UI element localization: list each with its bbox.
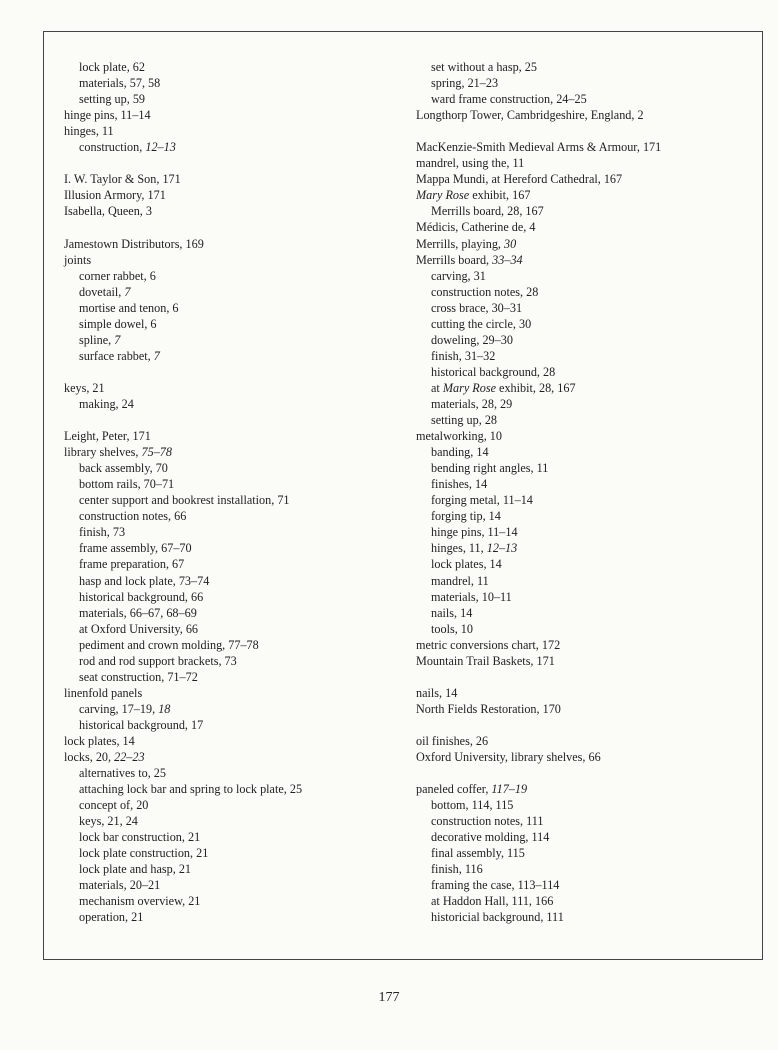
index-subentry — [64, 75, 394, 91]
index-text: construction, — [79, 140, 146, 155]
index-column-left — [64, 59, 394, 926]
index-text-italic: 117–19 — [491, 782, 528, 797]
index-text: simple dowel, 6 — [79, 316, 157, 331]
index-subentry — [64, 621, 394, 637]
index-text: center support and bookrest installation, 71 — [79, 493, 290, 508]
index-subentry — [64, 332, 394, 348]
index-subentry — [416, 332, 746, 348]
index-subentry — [64, 91, 394, 107]
index-text: keys, 21 — [64, 380, 105, 395]
index-text: concept of, 20 — [79, 798, 149, 813]
index-subentry — [64, 556, 394, 572]
index-subentry — [64, 653, 394, 669]
index-text: frame assembly, 67–70 — [79, 541, 192, 556]
index-text-italic: 12–13 — [486, 541, 518, 556]
index-text: finish, 31–32 — [431, 348, 496, 363]
index-text: paneled coffer, — [416, 782, 492, 797]
index-text: Mountain Trail Baskets, 171 — [416, 653, 555, 668]
index-text: banding, 14 — [431, 445, 489, 460]
index-text: attaching lock bar and spring to lock plate, 25 — [79, 782, 303, 797]
index-text: Jamestown Distributors, 169 — [64, 236, 204, 251]
index-subentry — [416, 316, 746, 332]
index-subentry — [416, 797, 746, 813]
index-text: hinge pins, 11–14 — [64, 108, 151, 123]
index-spacer — [416, 669, 746, 685]
index-text-italic: 30 — [504, 236, 517, 251]
index-text: materials, 10–11 — [431, 589, 512, 604]
index-subentry — [416, 476, 746, 492]
index-subentry — [64, 139, 394, 155]
index-entry — [64, 428, 394, 444]
index-subentry — [416, 444, 746, 460]
index-entry — [416, 236, 746, 252]
index-entry — [416, 171, 746, 187]
index-subentry — [64, 316, 394, 332]
index-text: lock plate, 62 — [79, 60, 145, 74]
index-entry — [416, 781, 746, 797]
index-subentry — [416, 909, 746, 925]
index-text: Merrills, playing, — [416, 236, 505, 251]
index-entry — [416, 637, 746, 653]
index-text: finishes, 14 — [431, 477, 488, 492]
index-text: library shelves, — [64, 445, 142, 460]
index-subentry — [64, 508, 394, 524]
index-text: at — [431, 380, 443, 395]
index-text: mechanism overview, 21 — [79, 894, 201, 909]
index-entry — [64, 171, 394, 187]
index-text-italic: 75–78 — [141, 445, 172, 460]
index-entry — [64, 444, 394, 460]
index-subentry — [416, 364, 746, 380]
index-text: alternatives to, 25 — [79, 766, 166, 781]
index-subentry — [64, 573, 394, 589]
index-text: finish, 73 — [79, 525, 126, 540]
index-text: surface rabbet, — [79, 348, 154, 363]
index-spacer — [64, 219, 394, 235]
index-text: construction notes, 111 — [431, 814, 544, 829]
index-text: materials, 66–67, 68–69 — [79, 605, 197, 620]
index-text: Mappa Mundi, at Hereford Cathedral, 167 — [416, 172, 623, 187]
page-number: 177 — [378, 990, 400, 1005]
index-subentry — [64, 476, 394, 492]
index-entry — [416, 187, 746, 203]
index-subentry — [64, 637, 394, 653]
index-text: construction notes, 28 — [431, 284, 539, 299]
index-subentry — [416, 861, 746, 877]
index-subentry — [416, 203, 746, 219]
index-text: cutting the circle, 30 — [431, 316, 532, 331]
index-text: Illusion Armory, 171 — [64, 188, 166, 203]
index-text: joints — [64, 252, 92, 267]
index-subentry — [416, 893, 746, 909]
index-text: historical background, 17 — [79, 717, 204, 732]
index-subentry — [64, 540, 394, 556]
index-text: mandrel, using the, 11 — [416, 156, 525, 171]
index-subentry — [416, 460, 746, 476]
index-text: forging tip, 14 — [431, 509, 501, 524]
index-subentry — [64, 909, 394, 925]
index-text: mandrel, 11 — [431, 573, 489, 588]
index-text: hasp and lock plate, 73–74 — [79, 573, 210, 588]
index-text: at Haddon Hall, 111, 166 — [431, 894, 554, 909]
index-entry — [416, 139, 746, 155]
index-text: carving, 31 — [431, 268, 486, 283]
index-entry — [416, 252, 746, 268]
index-subentry — [64, 829, 394, 845]
index-text-italic: 18 — [158, 701, 171, 716]
index-entry — [64, 187, 394, 203]
index-text: bottom, 114, 115 — [431, 798, 514, 813]
index-text: exhibit, 167 — [469, 188, 531, 203]
index-subentry — [416, 412, 746, 428]
index-subentry — [416, 75, 746, 91]
index-subentry — [64, 669, 394, 685]
index-text: bottom rails, 70–71 — [79, 477, 175, 492]
index-entry — [64, 123, 394, 139]
index-text: hinges, 11 — [64, 124, 114, 139]
index-subentry — [416, 508, 746, 524]
index-entry — [64, 380, 394, 396]
index-subentry — [64, 845, 394, 861]
index-text: Longthorp Tower, Cambridgeshire, England, 2 — [416, 108, 644, 123]
index-text: construction notes, 66 — [79, 509, 187, 524]
index-entry — [416, 685, 746, 701]
index-text-italic: 7 — [124, 284, 131, 299]
index-text-italic: 7 — [153, 348, 160, 363]
index-text: locks, 20, — [64, 750, 115, 765]
index-subentry — [64, 861, 394, 877]
index-entry — [64, 236, 394, 252]
index-entry — [416, 701, 746, 717]
index-subentry — [64, 701, 394, 717]
index-text: lock plate construction, 21 — [79, 846, 209, 861]
index-text: cross brace, 30–31 — [431, 300, 523, 315]
index-subentry — [64, 300, 394, 316]
index-subentry — [416, 284, 746, 300]
index-text-italic: 12–13 — [145, 140, 176, 155]
index-text: hinges, 11, — [431, 541, 487, 556]
index-text: back assembly, 70 — [79, 461, 168, 476]
index-subentry — [416, 877, 746, 893]
index-subentry — [64, 893, 394, 909]
index-spacer — [416, 123, 746, 139]
index-subentry — [64, 284, 394, 300]
index-subentry — [416, 268, 746, 284]
index-text-italic: Mary Rose — [416, 188, 470, 203]
index-subentry — [416, 829, 746, 845]
index-spacer — [64, 155, 394, 171]
index-subentry — [416, 589, 746, 605]
index-entry — [64, 252, 394, 268]
index-subentry — [416, 396, 746, 412]
index-entry — [416, 428, 746, 444]
index-subentry — [64, 813, 394, 829]
index-text-italic: 22–23 — [114, 750, 145, 765]
index-entry — [416, 653, 746, 669]
index-text: tools, 10 — [431, 621, 473, 636]
index-text: lock bar construction, 21 — [79, 830, 201, 845]
index-entry — [64, 203, 394, 219]
index-subentry — [64, 348, 394, 364]
index-text: linenfold panels — [64, 685, 143, 700]
index-text: operation, 21 — [79, 910, 144, 925]
index-text: framing the case, 113–114 — [431, 878, 560, 893]
index-text: spline, — [79, 332, 115, 347]
index-text: bending right angles, 11 — [431, 461, 549, 476]
index-text: rod and rod support brackets, 73 — [79, 653, 237, 668]
index-subentry — [64, 492, 394, 508]
index-text: materials, 28, 29 — [431, 396, 513, 411]
index-text: materials, 57, 58 — [79, 76, 161, 91]
index-text: finish, 116 — [431, 862, 483, 877]
index-subentry — [416, 845, 746, 861]
index-subentry — [64, 717, 394, 733]
index-text: Merrills board, — [416, 252, 493, 267]
index-subentry — [64, 781, 394, 797]
index-text: MacKenzie-Smith Medieval Arms & Armour, 171 — [416, 140, 662, 155]
index-entry — [416, 733, 746, 749]
index-entry — [416, 155, 746, 171]
index-subentry — [416, 380, 746, 396]
index-subentry — [64, 877, 394, 893]
index-column-right — [416, 59, 746, 926]
index-entry — [64, 107, 394, 123]
index-subentry — [64, 524, 394, 540]
index-text: setting up, 28 — [431, 413, 498, 428]
index-spacer — [64, 364, 394, 380]
index-subentry — [64, 59, 394, 75]
index-subentry — [64, 460, 394, 476]
index-subentry — [416, 605, 746, 621]
index-entry — [416, 749, 746, 765]
index-subentry — [416, 813, 746, 829]
index-text-italic: Mary Rose — [442, 380, 496, 395]
index-text: historical background, 66 — [79, 589, 204, 604]
index-text: setting up, 59 — [79, 92, 146, 107]
index-spacer — [416, 717, 746, 733]
index-text: seat construction, 71–72 — [79, 669, 198, 684]
index-subentry — [64, 797, 394, 813]
index-text-italic: 33–34 — [492, 252, 523, 267]
index-text: at Oxford University, 66 — [79, 621, 199, 636]
index-subentry — [64, 396, 394, 412]
index-subentry — [416, 573, 746, 589]
index-text: metric conversions chart, 172 — [416, 637, 561, 652]
index-text: historical background, 28 — [431, 364, 556, 379]
index-text: frame preparation, 67 — [79, 557, 185, 572]
index-text: metalworking, 10 — [416, 429, 502, 444]
index-text: final assembly, 115 — [431, 846, 525, 861]
index-spacer — [64, 412, 394, 428]
index-subentry — [64, 605, 394, 621]
index-subentry — [416, 621, 746, 637]
index-text: making, 24 — [79, 396, 134, 411]
index-entry — [64, 749, 394, 765]
index-text: corner rabbet, 6 — [79, 268, 156, 283]
index-text: Leight, Peter, 171 — [64, 429, 151, 444]
index-spacer — [416, 765, 746, 781]
index-text: Médicis, Catherine de, 4 — [416, 220, 536, 235]
index-text: North Fields Restoration, 170 — [416, 701, 561, 716]
index-text: nails, 14 — [431, 605, 473, 620]
index-text: keys, 21, 24 — [79, 814, 138, 829]
index-text: oil finishes, 26 — [416, 733, 489, 748]
index-text: historicial background, 111 — [431, 910, 564, 925]
index-entry — [416, 107, 746, 123]
index-text: hinge pins, 11–14 — [431, 525, 518, 540]
index-text: I. W. Taylor & Son, 171 — [64, 172, 181, 187]
index-subentry — [416, 59, 746, 75]
index-subentry — [64, 268, 394, 284]
index-subentry — [64, 589, 394, 605]
index-text: carving, 17–19, — [79, 701, 159, 716]
index-entry — [416, 219, 746, 235]
index-text: Isabella, Queen, 3 — [64, 204, 152, 219]
index-subentry — [416, 348, 746, 364]
index-text: mortise and tenon, 6 — [79, 300, 179, 315]
index-subentry — [416, 300, 746, 316]
index-entry — [64, 685, 394, 701]
index-text: nails, 14 — [416, 685, 458, 700]
index-subentry — [416, 91, 746, 107]
index-text: lock plates, 14 — [431, 557, 502, 572]
index-text: Merrills board, 28, 167 — [431, 204, 544, 219]
index-entry — [64, 733, 394, 749]
index-text: materials, 20–21 — [79, 878, 161, 893]
index-subentry — [64, 765, 394, 781]
index-text: lock plate and hasp, 21 — [79, 862, 192, 877]
index-text: spring, 21–23 — [431, 76, 499, 91]
index-text: set without a hasp, 25 — [431, 60, 537, 74]
index-text: exhibit, 28, 167 — [495, 380, 576, 395]
index-subentry — [416, 492, 746, 508]
index-text: pediment and crown molding, 77–78 — [79, 637, 259, 652]
index-subentry — [416, 540, 746, 556]
index-text: doweling, 29–30 — [431, 332, 513, 347]
index-subentry — [416, 524, 746, 540]
index-text: Oxford University, library shelves, 66 — [416, 750, 601, 765]
index-text: lock plates, 14 — [64, 733, 135, 748]
index-subentry — [416, 556, 746, 572]
index-text: ward frame construction, 24–25 — [431, 92, 587, 107]
index-text: dovetail, — [79, 284, 125, 299]
index-text: forging metal, 11–14 — [431, 493, 533, 508]
index-text-italic: 7 — [114, 332, 121, 347]
index-text: decorative molding, 114 — [431, 830, 550, 845]
